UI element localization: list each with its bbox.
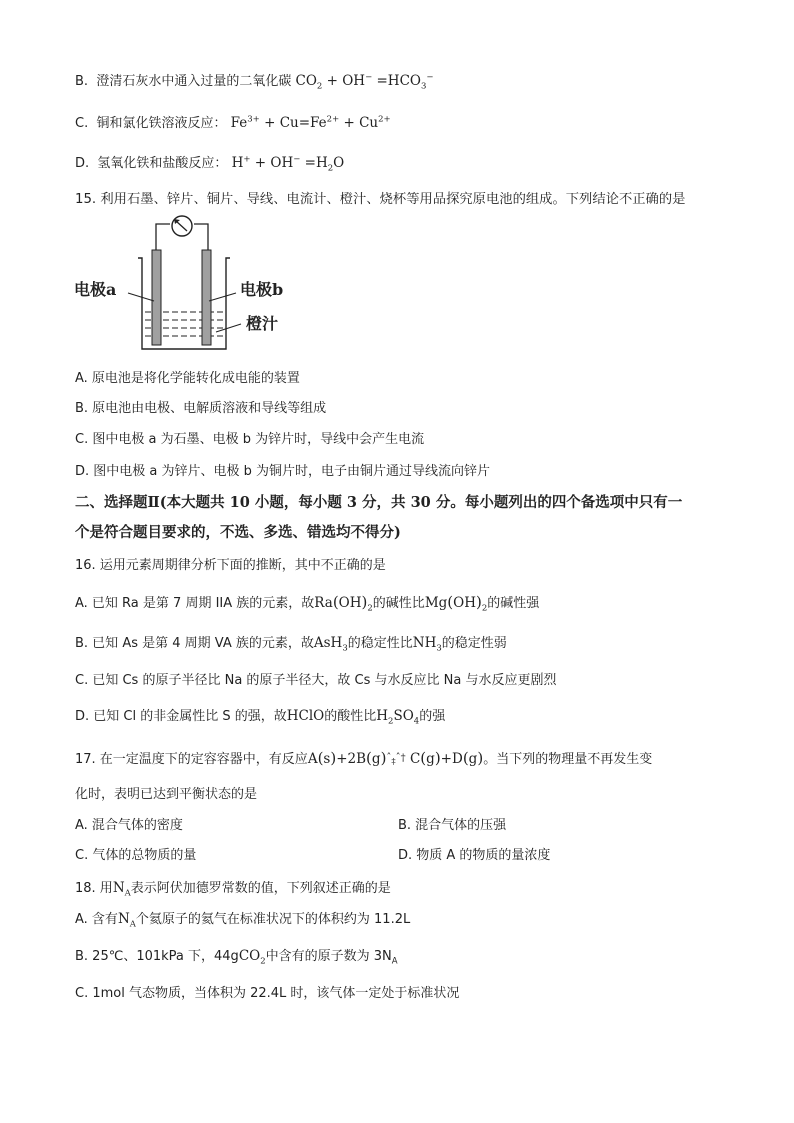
equation: $H^+ + OH^- =H_2O$	[231, 154, 345, 174]
q16-option-a: A. 已知 Ra 是第 7 周期 IIA 族的元素，故$Ra(OH)_2$的碱性比$Mg(OH)_2$的碱性强	[75, 593, 540, 614]
q17-option-d: D. 物质 A 的物质的量浓度	[398, 848, 551, 863]
electrode-b	[202, 250, 211, 345]
q16-option-c: C. 已知 Cs 的原子半径比 Na 的原子半径大，故 Cs 与水反应比 Na 与水反应更剧烈	[75, 673, 557, 688]
q15-option-d: D. 图中电极 a 为锌片、电极 b 为铜片时，电子由铜片通过导线流向锌片	[75, 464, 491, 479]
section-heading-line1: 二、选择题Ⅱ(本大题共 10 小题，每小题 3 分，共 30 分。每小题列出的四个备选项中只有一	[75, 494, 683, 511]
q15-option-c: C. 图中电极 a 为石墨、电极 b 为锌片时，导线中会产生电流	[75, 432, 425, 447]
q17-stem: 17. 在一定温度下的定容容器中，有反应A(s)+2B(g)ˆ$_\ddagger$ˆ† C(g)+D(g)。当下列的物理量不再发生变	[75, 749, 653, 767]
equation: $Fe^{3+} + Cu=Fe^{2+} + Cu^{2+}$	[230, 114, 391, 131]
label-electrode-b: 电极b	[240, 280, 284, 299]
label-juice: 橙汁	[246, 314, 279, 333]
q16-option-b: B. 已知 As 是第 4 周期 VA 族的元素，故AsH$_3$的稳定性比$NH_3$的稳定性弱	[75, 635, 507, 654]
q14-option-c: C. 铜和氯化铁溶液反应： $Fe^{3+} + Cu=Fe^{2+} + Cu^{2+}$	[75, 114, 391, 131]
q14-option-b: B. 澄清石灰水中通入过量的二氧化碳 $CO_2 + OH^- =HCO_3^-$	[75, 72, 434, 92]
q17-option-a: A. 混合气体的密度	[75, 818, 183, 833]
label-electrode-a: 电极a	[74, 280, 117, 299]
ammeter-icon	[172, 216, 192, 236]
q18-option-b: B. 25℃、101kPa 下，44gCO$_2$中含有的原子数为 $3N_A$	[75, 948, 398, 967]
q15-stem: 15. 利用石墨、锌片、铜片、导线、电流计、橙汁、烧杯等用品探究原电池的组成。下列结论不正确的是	[75, 192, 686, 207]
section-heading-line2: 个是符合题目要求的，不选、多选、错选均不得分)	[75, 524, 401, 541]
q17-option-c: C. 气体的总物质的量	[75, 848, 197, 863]
electrode-a	[152, 250, 161, 345]
equation: $CO_2 + OH^- =HCO_3^-$	[295, 72, 434, 92]
q14-option-d: D. 氢氧化铁和盐酸反应： $H^+ + OH^- =H_2O$	[75, 154, 345, 174]
q18-option-a: A. 含有$N_A$个氦原子的氦气在标准状况下的体积约为 11.2L	[75, 911, 411, 930]
q17-option-b: B. 混合气体的压强	[398, 818, 507, 833]
q15-option-b: B. 原电池由电极、电解质溶液和导线等组成	[75, 401, 327, 416]
q17-stem-line2: 化时，表明已达到平衡状态的是	[75, 787, 258, 802]
q18-option-c: C. 1mol 气态物质，当体积为 22.4L 时，该气体一定处于标准状况	[75, 986, 460, 1001]
q16-option-d: D. 已知 Cl 的非金属性比 S 的强，故HClO的酸性比$H_2SO_4$的强	[75, 708, 446, 727]
equilibrium-equation: A(s)+2B(g)ˆ$_\ddagger$ˆ† C(g)+D(g)	[307, 749, 484, 767]
q18-stem: 18. 用$N_A$表示阿伏加德罗常数的值，下列叙述正确的是	[75, 880, 391, 899]
q15-option-a: A. 原电池是将化学能转化成电能的装置	[75, 371, 300, 386]
galvanic-cell-diagram	[70, 214, 310, 359]
q16-stem: 16. 运用元素周期律分析下面的推断，其中不正确的是	[75, 558, 386, 573]
